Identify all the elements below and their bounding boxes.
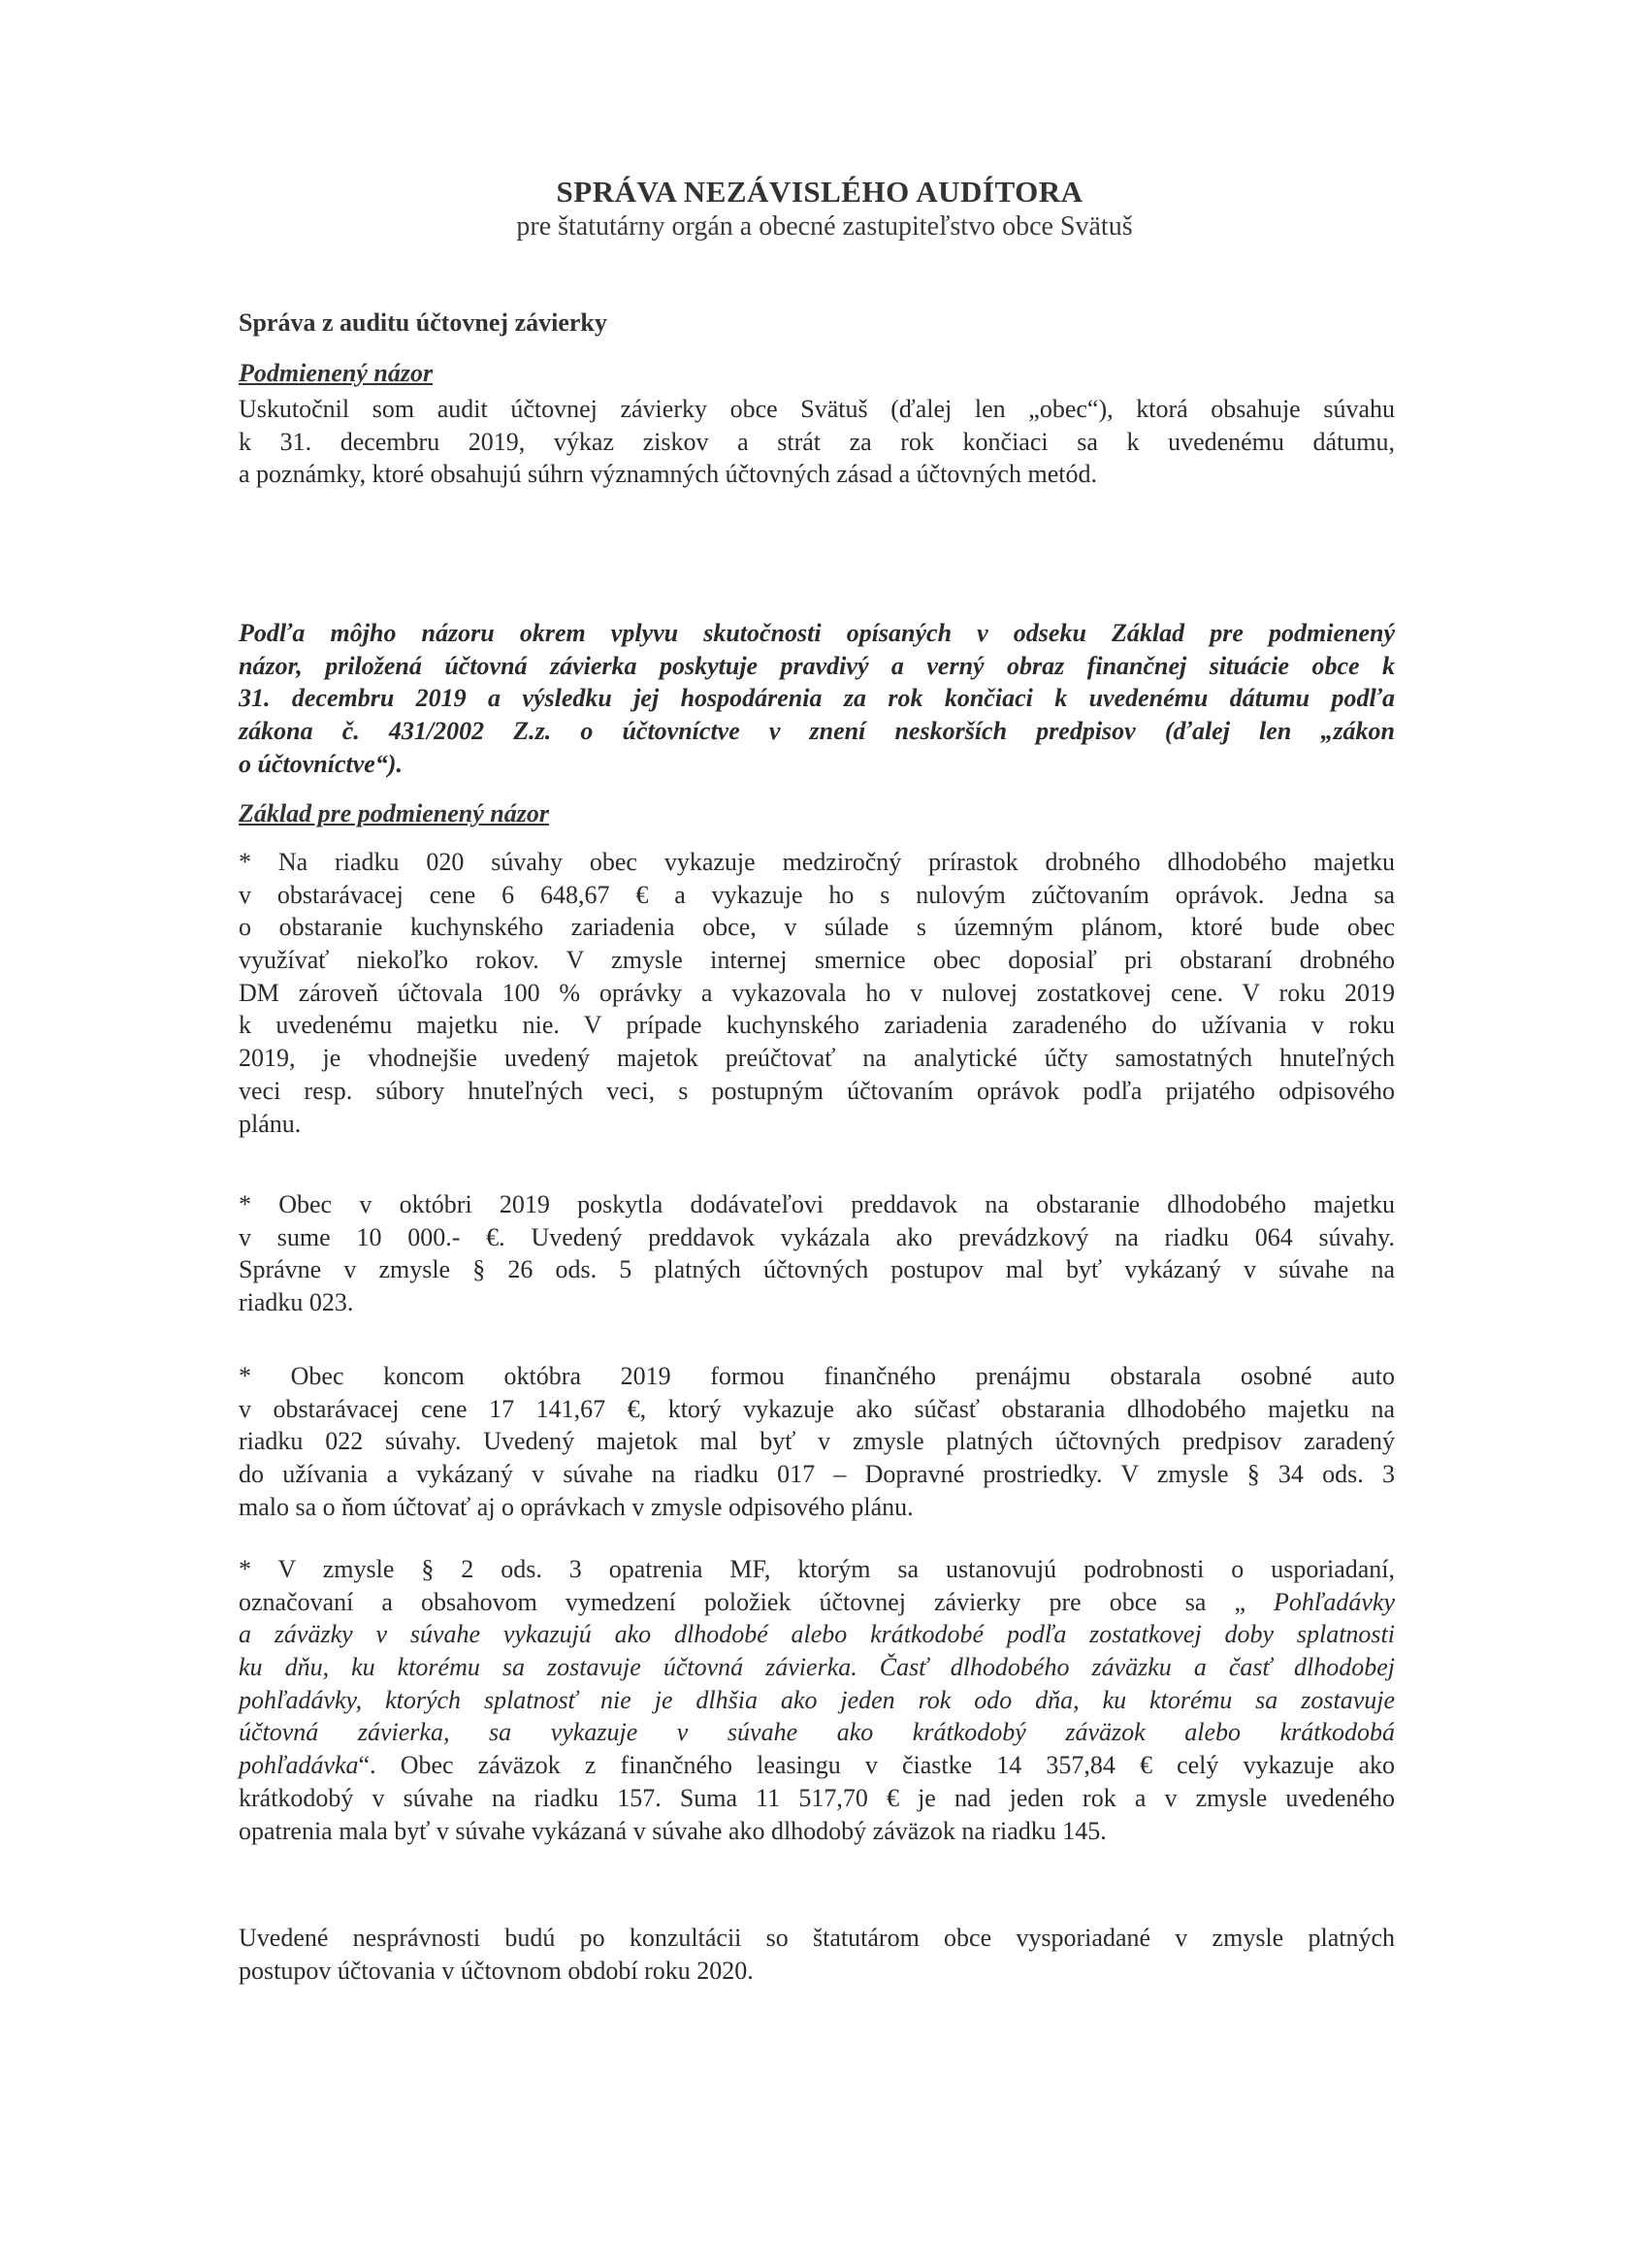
italic-text-segment: pohľadávky, ktorých splatnosť nie je dlhšia ako jeden rok odo dňa, ku ktorému sa zostavuje (239, 1685, 1395, 1714)
text-line: DM zároveň účtovala 100 % oprávky a vykazovala ho v nulovej zostatkovej cene. V roku 2019 (239, 978, 1395, 1007)
finding-1-paragraph (239, 846, 1395, 1140)
text-line: riadku 022 súvahy. Uvedený majetok mal byť v zmysle platných účtovných predpisov zaradený (239, 1427, 1395, 1456)
text-line: názor, priložená účtovná závierka poskytuje pravdivý a verný obraz finančnej situácie obce k (239, 651, 1395, 680)
italic-text-segment: a záväzky v súvahe vykazujú ako dlhodobé alebo krátkodobé podľa zostatkovej doby splatnosti (239, 1620, 1395, 1649)
text-line: Uskutočnil som audit účtovnej závierky obce Svätuš (ďalej len „obec“), ktorá obsahuje súvahu (239, 395, 1395, 423)
text-line (239, 1684, 1395, 1717)
text-line: k uvedenému majetku nie. V prípade kuchynského zariadenia zaradeného do užívania v roku (239, 1011, 1395, 1040)
text-line: 31. decembru 2019 a výsledku jej hospodárenia za rok končiaci k uvedenému dátumu podľa (239, 684, 1395, 713)
text-line: o účtovníctve“). (239, 749, 403, 778)
text-line: využívať niekoľko rokov. V zmysle internej smernice obec doposiaľ pri obstaraní drobného (239, 946, 1395, 975)
finding-4-paragraph (239, 1553, 1395, 1847)
text-line: zákona č. 431/2002 Z.z. o účtovníctve v znení neskorších predpisov (ďalej len „zákon (239, 717, 1395, 746)
finding-3-paragraph (239, 1360, 1395, 1523)
conclusion-paragraph (239, 1922, 1395, 1987)
text-line (239, 1749, 1395, 1782)
text-line: plánu. (239, 1109, 302, 1138)
text-line (239, 1716, 1395, 1749)
report-title: SPRÁVA NEZÁVISLÉHO AUDÍTORA (556, 175, 1083, 209)
text-line (239, 1651, 1395, 1684)
text-segment: “. Obec záväzok z finančného leasingu v čiastke 14 357,84 € celý vykazuje ako (358, 1751, 1395, 1780)
text-line: * Obec koncom októbra 2019 formou finančného prenájmu obstarala osobné auto (239, 1362, 1395, 1390)
text-line: veci resp. súbory hnuteľných veci, s postupným účtovaním oprávok podľa prijatého odpisového (239, 1076, 1395, 1105)
text-segment: označovaní a obsahovom vymedzení položiek účtovnej závierky pre obce sa „ (239, 1587, 1275, 1616)
text-line: postupov účtovania v účtovnom období roku 2020. (239, 1956, 754, 1985)
italic-text-segment: Pohľadávky (1274, 1587, 1395, 1616)
text-line: 2019, je vhodnejšie uvedený majetok preúčtovať na analytické účty samostatných hnuteľných (239, 1044, 1395, 1073)
text-line: o obstaranie kuchynského zariadenia obce, v súlade s územným plánom, ktoré bude obec (239, 913, 1395, 942)
text-line: do užívania a vykázaný v súvahe na riadku 017 – Dopravné prostriedky. V zmysle § 34 ods. 3 (239, 1460, 1395, 1489)
text-line: v obstarávacej cene 17 141,67 €, ktorý vykazuje ako súčasť obstarania dlhodobého majetku na (239, 1394, 1395, 1423)
text-line: Uvedené nesprávnosti budú po konzultácii so štatutárom obce vysporiadané v zmysle platných (239, 1924, 1395, 1952)
text-line: k 31. decembru 2019, výkaz ziskov a strát za rok končiaci sa k uvedenému dátumu, (239, 427, 1395, 456)
text-line (239, 1782, 1395, 1815)
opinion-statement-paragraph (239, 617, 1395, 780)
finding-2-paragraph (239, 1188, 1395, 1319)
text-line: Podľa môjho názoru okrem vplyvu skutočnosti opísaných v odseku Základ pre podmienený (239, 619, 1395, 647)
text-line: * Na riadku 020 súvahy obec vykazuje medziročný prírastok drobného dlhodobého majetku (239, 848, 1395, 876)
italic-text-segment: pohľadávka (239, 1751, 359, 1780)
opinion-heading: Podmienený názor (239, 359, 434, 387)
section-heading: Správa z auditu účtovnej závierky (239, 308, 607, 337)
text-line (239, 1586, 1395, 1619)
text-line: * Obec v októbri 2019 poskytla dodávateľovi preddavok na obstaranie dlhodobého majetku (239, 1190, 1395, 1218)
text-line (239, 1553, 1395, 1586)
opinion-intro-paragraph (239, 393, 1395, 491)
text-line: malo sa o ňom účtovať aj o oprávkach v zmysle odpisového plánu. (239, 1492, 914, 1521)
text-line: riadku 023. (239, 1288, 354, 1317)
text-line: a poznámky, ktoré obsahujú súhrn významných účtovných zásad a účtovných metód. (239, 460, 1097, 489)
text-segment: * V zmysle § 2 ods. 3 opatrenia MF, ktorým sa ustanovujú podrobnosti o usporiadaní, (239, 1555, 1395, 1583)
text-line: v sume 10 000.- €. Uvedený preddavok vykázala ako prevádzkový na riadku 064 súvahy. (239, 1222, 1395, 1251)
italic-text-segment: ku dňu, ku ktorému sa zostavuje účtovná závierka. Časť dlhodobého záväzku a časť dlhodobej (239, 1653, 1395, 1682)
text-line: v obstarávacej cene 6 648,67 € a vykazuje ho s nulovým zúčtovaním oprávok. Jedna sa (239, 880, 1395, 909)
basis-heading: Základ pre podmienený názor (239, 799, 549, 827)
text-segment: opatrenia mala byť v súvahe vykázaná v súvahe ako dlhodobý záväzok na riadku 145. (239, 1816, 1107, 1845)
text-line (239, 1618, 1395, 1651)
text-segment: krátkodobý v súvahe na riadku 157. Suma 11 517,70 € je nad jeden rok a v zmysle uvedeného (239, 1783, 1395, 1812)
text-line (239, 1815, 1395, 1848)
italic-text-segment: účtovná závierka, sa vykazuje v súvahe ako krátkodobý záväzok alebo krátkodobá (239, 1718, 1395, 1747)
report-subtitle: pre štatutárny orgán a obecné zastupiteľstvo obce Svätuš (516, 211, 1133, 242)
text-line: Správne v zmysle § 26 ods. 5 platných účtovných postupov mal byť vykázaný v súvahe na (239, 1255, 1395, 1284)
